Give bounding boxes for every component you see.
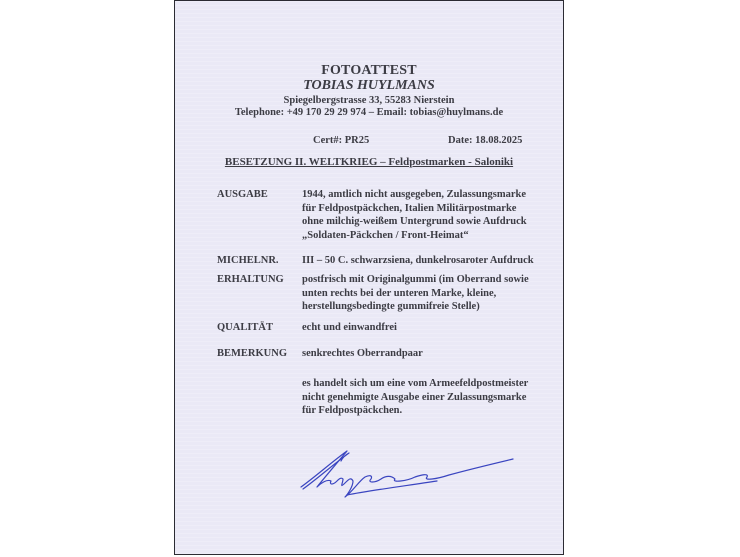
field-value [302,188,622,242]
value-line: „Soldaten-Päckchen / Front-Heimat“ [302,229,469,241]
field-label: BEMERKUNG [217,348,288,359]
field-value [302,273,622,314]
field-value [302,254,622,268]
expert-contact: Telephone: +49 170 29 29 974 – Email: tobias@huylmans.de [234,107,504,118]
field-value [302,377,622,418]
value-line: für Feldpostpäckchen, Italien Militärpostmarke [302,202,517,214]
field-value [302,321,622,335]
certificate-title: FOTOATTEST [321,63,417,78]
expert-address: Spiegelbergstrasse 33, 55283 Nierstein [283,95,455,106]
value-line: es handelt sich um eine vom Armeefeldpostmeister [302,378,529,389]
value-line: für Feldpostpäckchen. [302,405,403,416]
field-label: ERHALTUNG [217,274,284,285]
field-label: QUALITÄT [217,322,274,333]
certificate-subject: BESETZUNG II. WELTKRIEG – Feldpostmarken - Saloniki [224,156,514,168]
value-line: senkrechtes Oberrandpaar [302,348,423,359]
value-line: herstellungsbedingte gummifreie Stelle) [302,301,480,312]
value-line: ohne milchig-weißem Untergrund sowie Aufdruck [302,216,527,227]
expert-name: TOBIAS HUYLMANS [303,78,435,93]
value-line: postfrisch mit Originalgummi (im Oberrand sowie [302,274,529,285]
certificate-paper [174,0,564,555]
certificate-number: Cert#: PR25 [313,135,370,146]
field-value [302,347,622,361]
value-line: echt und einwandfrei [302,322,397,333]
field-label: MICHELNR. [217,255,279,266]
value-line: unten rechts bei der unteren Marke, kleine, [302,287,497,299]
value-line: III – 50 C. schwarzsiena, dunkelrosaroter Aufdruck [302,255,534,266]
field-label: AUSGABE [217,189,268,200]
signature-icon [287,439,527,509]
certificate-date: Date: 18.08.2025 [448,135,523,146]
value-line: nicht genehmigte Ausgabe einer Zulassungsmarke [302,391,527,403]
value-line: 1944, amtlich nicht ausgegeben, Zulassungsmarke [302,189,527,200]
